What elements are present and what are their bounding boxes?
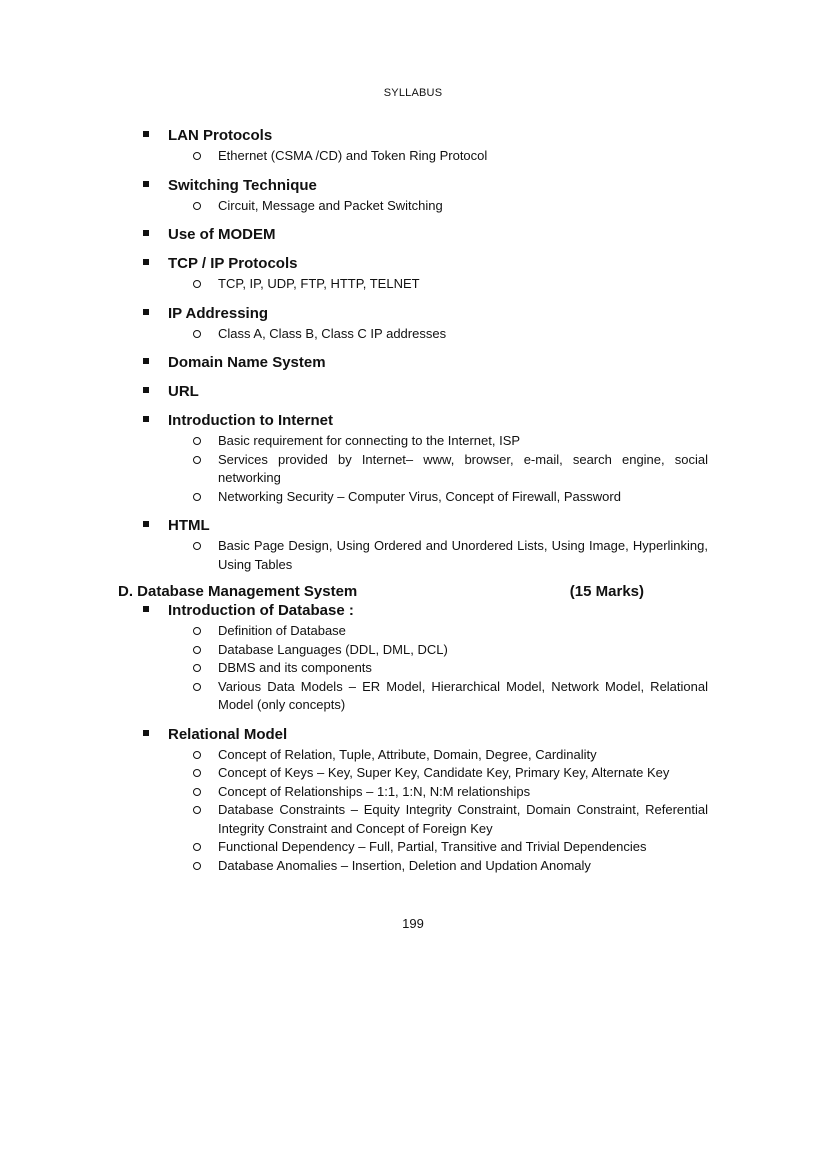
square-bullet-icon bbox=[143, 521, 149, 527]
section-marks: (15 Marks) bbox=[569, 583, 644, 600]
circle-bullet-icon bbox=[193, 627, 201, 635]
circle-bullet-icon bbox=[193, 843, 201, 851]
circle-bullet-icon bbox=[193, 664, 201, 672]
section-title: D. Database Management System bbox=[118, 583, 358, 600]
subtopic-item bbox=[218, 838, 708, 857]
subtopic-text: Class A, Class B, Class C IP addresses bbox=[218, 325, 447, 341]
topic-title: IP Addressing bbox=[168, 304, 269, 322]
subtopic-item bbox=[218, 432, 708, 451]
topic-title: Switching Technique bbox=[168, 176, 317, 194]
circle-bullet-icon bbox=[193, 437, 201, 445]
topic-list-a bbox=[0, 126, 826, 574]
subtopic-item bbox=[218, 659, 708, 678]
subtopic-text: Basic requirement for connecting to the Internet, ISP bbox=[218, 433, 521, 448]
square-bullet-icon bbox=[143, 259, 149, 265]
circle-bullet-icon bbox=[193, 456, 201, 464]
subtopic-text: Circuit, Message and Packet Switching bbox=[218, 197, 443, 213]
subtopic-item bbox=[218, 801, 708, 838]
subtopic-text: TCP, IP, UDP, FTP, HTTP, TELNET bbox=[218, 276, 420, 291]
subtopic-text: Concept of Relationships – 1:1, 1:N, N:M relationships bbox=[218, 783, 531, 799]
subtopic-item bbox=[218, 488, 708, 507]
square-bullet-icon bbox=[143, 387, 149, 393]
topic-heading bbox=[168, 353, 826, 372]
syllabus-content bbox=[0, 126, 826, 875]
square-bullet-icon bbox=[143, 309, 149, 315]
circle-bullet-icon bbox=[193, 862, 201, 870]
topic-title: Introduction to Internet bbox=[168, 412, 333, 429]
topic-heading bbox=[168, 254, 826, 273]
square-bullet-icon bbox=[143, 730, 149, 736]
subtopic-item bbox=[218, 764, 708, 783]
subtopic-item bbox=[218, 451, 708, 488]
subtopic-item bbox=[218, 678, 708, 715]
topic-heading bbox=[168, 176, 826, 195]
subtopic-text: Database Languages (DDL, DML, DCL) bbox=[218, 641, 448, 657]
circle-bullet-icon bbox=[193, 280, 201, 288]
square-bullet-icon bbox=[143, 358, 149, 364]
topic-list-d bbox=[0, 601, 826, 875]
subtopic-text: Definition of Database bbox=[218, 623, 346, 638]
topic-title: LAN Protocols bbox=[168, 127, 273, 144]
topic-title: Introduction of Database : bbox=[168, 602, 354, 619]
circle-bullet-icon bbox=[193, 202, 201, 210]
subtopic-item bbox=[218, 275, 708, 294]
topic-heading bbox=[168, 601, 826, 620]
topic-heading bbox=[168, 516, 826, 535]
subtopic-text: Ethernet (CSMA /CD) and Token Ring Protocol bbox=[218, 148, 488, 163]
topic-title: URL bbox=[168, 383, 199, 400]
subtopic-text: Concept of Relation, Tuple, Attribute, Domain, Degree, Cardinality bbox=[218, 746, 597, 762]
circle-bullet-icon bbox=[193, 769, 201, 777]
square-bullet-icon bbox=[143, 606, 149, 612]
subtopic-text: Database Constraints – Equity Integrity Constraint, Domain Constraint, Referential Integrity Constraint and Concept of Foreign Key bbox=[218, 802, 708, 836]
square-bullet-icon bbox=[143, 416, 149, 422]
subtopic-item bbox=[218, 746, 708, 765]
circle-bullet-icon bbox=[193, 683, 201, 691]
subtopic-item bbox=[218, 622, 708, 641]
topic-heading bbox=[168, 126, 826, 145]
square-bullet-icon bbox=[143, 181, 149, 187]
topic-heading bbox=[168, 382, 826, 401]
circle-bullet-icon bbox=[193, 330, 201, 338]
topic-title: Domain Name System bbox=[168, 354, 326, 371]
subtopic-item bbox=[218, 857, 708, 876]
topic-heading bbox=[168, 411, 826, 430]
topic-heading bbox=[168, 304, 826, 323]
subtopic-text: Various Data Models – ER Model, Hierarchical Model, Network Model, Relational Model (only concepts) bbox=[218, 678, 708, 712]
section-heading bbox=[118, 582, 644, 601]
square-bullet-icon bbox=[143, 131, 149, 137]
circle-bullet-icon bbox=[193, 646, 201, 654]
topic-title: TCP / IP Protocols bbox=[168, 255, 298, 272]
subtopic-text: Networking Security – Computer Virus, Concept of Firewall, Password bbox=[218, 488, 621, 504]
subtopic-text: Functional Dependency – Full, Partial, Transitive and Trivial Dependencies bbox=[218, 839, 647, 854]
square-bullet-icon bbox=[143, 230, 149, 236]
subtopic-text: Basic Page Design, Using Ordered and Unordered Lists, Using Image, Hyperlinking, Using Tables bbox=[218, 538, 708, 572]
topic-title: HTML bbox=[168, 517, 210, 534]
circle-bullet-icon bbox=[193, 152, 201, 160]
subtopic-item bbox=[218, 197, 708, 216]
circle-bullet-icon bbox=[193, 493, 201, 501]
circle-bullet-icon bbox=[193, 751, 201, 759]
subtopic-item bbox=[218, 641, 708, 660]
page-header: SYLLABUS bbox=[383, 87, 443, 99]
circle-bullet-icon bbox=[193, 806, 201, 814]
subtopic-item bbox=[218, 537, 708, 574]
subtopic-text: Concept of Keys – Key, Super Key, Candidate Key, Primary Key, Alternate Key bbox=[218, 765, 670, 780]
subtopic-text: Services provided by Internet– www, browser, e-mail, search engine, social networking bbox=[218, 451, 708, 485]
topic-heading bbox=[168, 725, 826, 744]
page-number: 199 bbox=[402, 916, 424, 931]
topic-title: Use of MODEM bbox=[168, 226, 276, 243]
circle-bullet-icon bbox=[193, 788, 201, 796]
subtopic-text: DBMS and its components bbox=[218, 660, 372, 675]
subtopic-item bbox=[218, 147, 708, 166]
subtopic-text: Database Anomalies – Insertion, Deletion and Updation Anomaly bbox=[218, 857, 591, 873]
topic-title: Relational Model bbox=[168, 725, 288, 743]
circle-bullet-icon bbox=[193, 542, 201, 550]
topic-heading bbox=[168, 225, 826, 244]
subtopic-item bbox=[218, 783, 708, 802]
subtopic-item bbox=[218, 325, 708, 344]
